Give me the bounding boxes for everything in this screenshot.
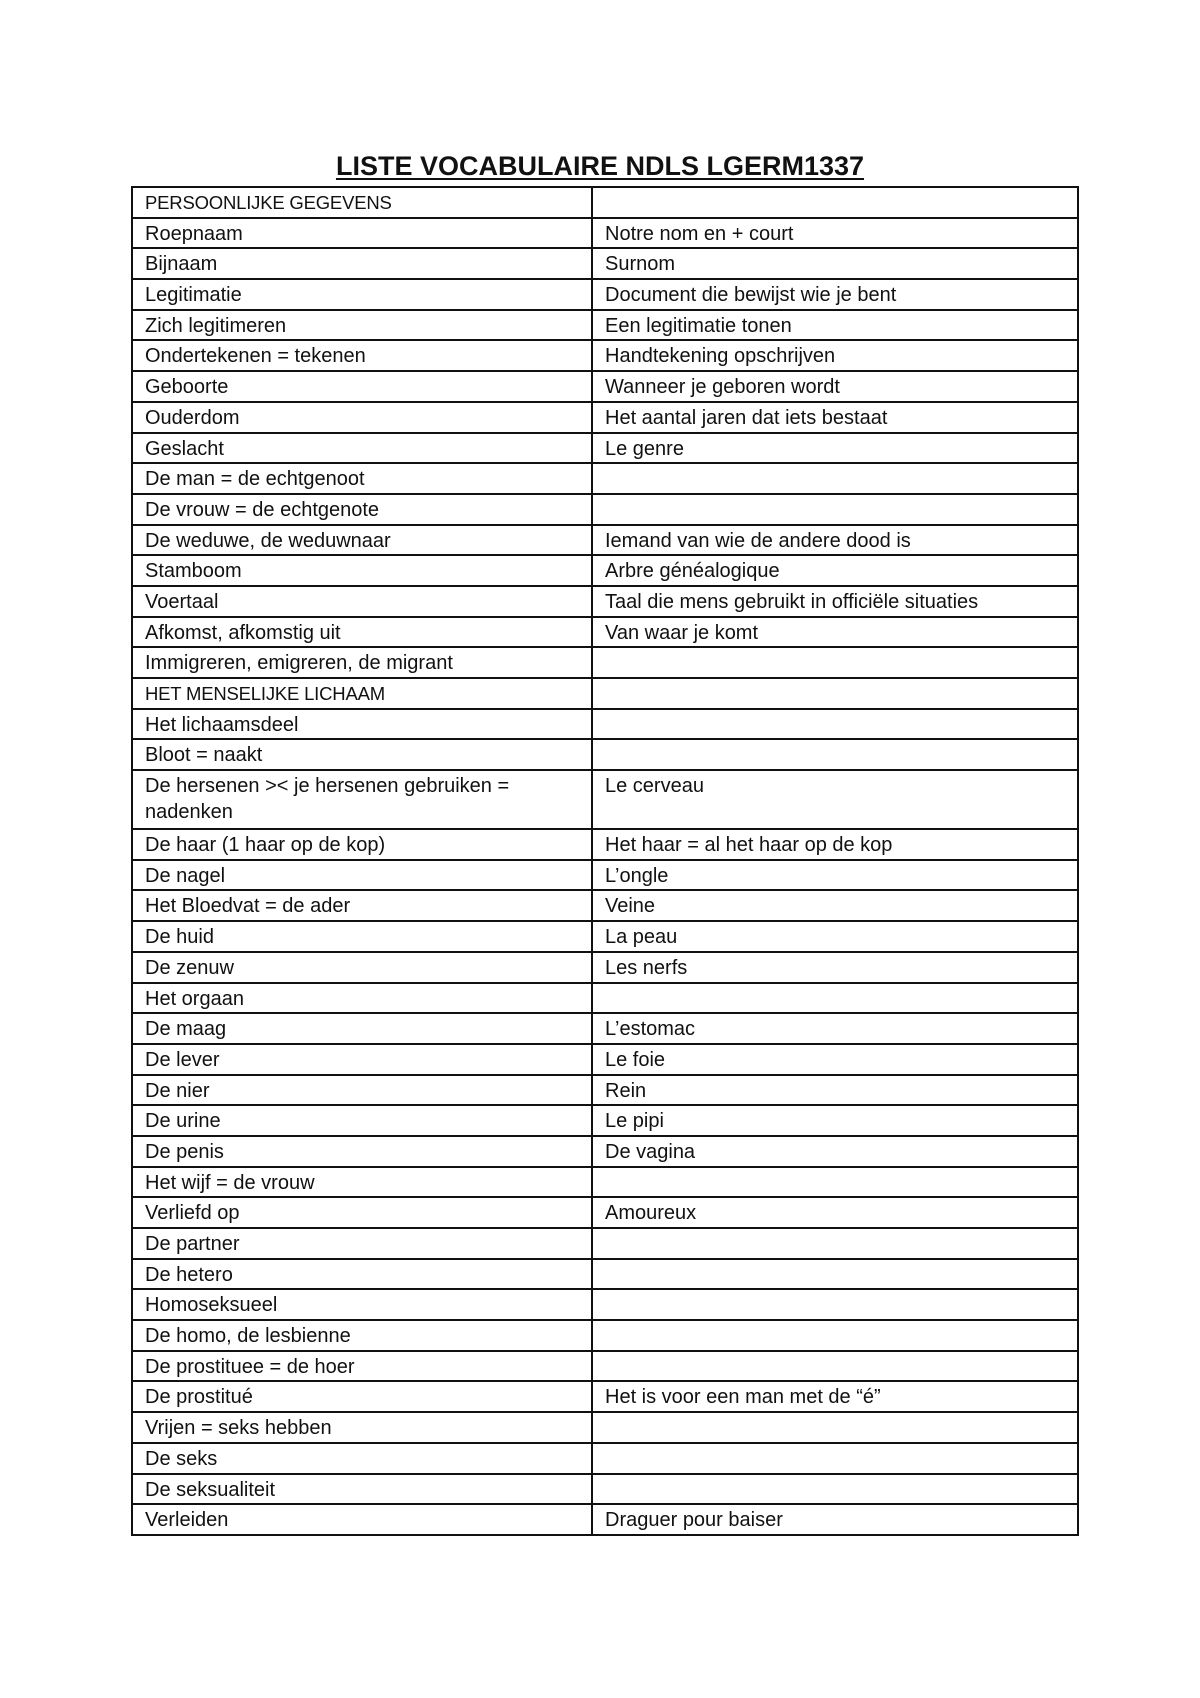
- table-row: [132, 586, 1078, 617]
- table-row: [132, 218, 1078, 249]
- term-cell: De maag: [132, 1013, 592, 1044]
- definition-cell: Amoureux: [592, 1197, 1078, 1228]
- table-row: [132, 1228, 1078, 1259]
- term-cell: Ouderdom: [132, 402, 592, 433]
- definition-cell: Le genre: [592, 433, 1078, 464]
- table-row: [132, 1044, 1078, 1075]
- term-cell: Zich legitimeren: [132, 310, 592, 341]
- table-row: [132, 340, 1078, 371]
- term-cell: Het wijf = de vrouw: [132, 1167, 592, 1198]
- definition-cell: [592, 1259, 1078, 1290]
- definition-cell: Les nerfs: [592, 952, 1078, 983]
- definition-cell: La peau: [592, 921, 1078, 952]
- table-row: [132, 494, 1078, 525]
- term-cell: De partner: [132, 1228, 592, 1259]
- table-row: [132, 1289, 1078, 1320]
- definition-cell: De vagina: [592, 1136, 1078, 1167]
- term-cell: Bloot = naakt: [132, 739, 592, 770]
- definition-cell: Notre nom en + court: [592, 218, 1078, 249]
- term-cell: Voertaal: [132, 586, 592, 617]
- definition-cell: Iemand van wie de andere dood is: [592, 525, 1078, 556]
- table-row: [132, 1167, 1078, 1198]
- table-row: [132, 860, 1078, 891]
- term-cell: Stamboom: [132, 555, 592, 586]
- table-row: [132, 829, 1078, 860]
- table-row: [132, 1197, 1078, 1228]
- table-row: [132, 402, 1078, 433]
- table-row: [132, 770, 1078, 829]
- table-row: [132, 555, 1078, 586]
- term-cell: Vrijen = seks hebben: [132, 1412, 592, 1443]
- definition-cell: [592, 983, 1078, 1014]
- definition-cell: [592, 463, 1078, 494]
- table-row: [132, 1013, 1078, 1044]
- page-title: LISTE VOCABULAIRE NDLS LGERM1337: [335, 151, 865, 181]
- table-row: [132, 371, 1078, 402]
- table-row: [132, 921, 1078, 952]
- term-cell: De penis: [132, 1136, 592, 1167]
- section-title: HET MENSELIJKE LICHAAM: [132, 678, 592, 709]
- definition-cell: Van waar je komt: [592, 617, 1078, 648]
- definition-cell: [592, 678, 1078, 709]
- definition-cell: Le foie: [592, 1044, 1078, 1075]
- definition-cell: Rein: [592, 1075, 1078, 1106]
- definition-cell: Een legitimatie tonen: [592, 310, 1078, 341]
- term-cell: De seks: [132, 1443, 592, 1474]
- table-row: [132, 433, 1078, 464]
- section-header-row: [132, 678, 1078, 709]
- term-cell: Het orgaan: [132, 983, 592, 1014]
- definition-cell: Handtekening opschrijven: [592, 340, 1078, 371]
- section-title: PERSOONLIJKE GEGEVENS: [132, 187, 592, 218]
- term-cell: Geslacht: [132, 433, 592, 464]
- vocabulary-table: [131, 186, 1079, 1536]
- table-row: [132, 1412, 1078, 1443]
- term-cell: De hetero: [132, 1259, 592, 1290]
- table-row: [132, 248, 1078, 279]
- term-cell: De urine: [132, 1105, 592, 1136]
- term-cell: Roepnaam: [132, 218, 592, 249]
- term-cell: Verleiden: [132, 1504, 592, 1535]
- definition-cell: Document die bewijst wie je bent: [592, 279, 1078, 310]
- definition-cell: L’ongle: [592, 860, 1078, 891]
- definition-cell: [592, 1228, 1078, 1259]
- table-row: [132, 617, 1078, 648]
- definition-cell: Veine: [592, 890, 1078, 921]
- table-row: [132, 463, 1078, 494]
- table-row: [132, 1136, 1078, 1167]
- definition-cell: [592, 709, 1078, 740]
- table-row: [132, 1381, 1078, 1412]
- table-row: [132, 1320, 1078, 1351]
- term-cell: De zenuw: [132, 952, 592, 983]
- table-row: [132, 525, 1078, 556]
- table-row: [132, 1474, 1078, 1505]
- definition-cell: Le cerveau: [592, 770, 1078, 829]
- definition-cell: Le pipi: [592, 1105, 1078, 1136]
- definition-cell: [592, 1320, 1078, 1351]
- vocabulary-table-body: [132, 187, 1078, 1535]
- definition-cell: [592, 1167, 1078, 1198]
- definition-cell: Het aantal jaren dat iets bestaat: [592, 402, 1078, 433]
- table-row: [132, 647, 1078, 678]
- table-row: [132, 1504, 1078, 1535]
- table-row: [132, 279, 1078, 310]
- definition-cell: Wanneer je geboren wordt: [592, 371, 1078, 402]
- definition-cell: [592, 1351, 1078, 1382]
- term-cell: De haar (1 haar op de kop): [132, 829, 592, 860]
- term-cell: Verliefd op: [132, 1197, 592, 1228]
- term-cell: De nagel: [132, 860, 592, 891]
- table-row: [132, 983, 1078, 1014]
- definition-cell: L’estomac: [592, 1013, 1078, 1044]
- definition-cell: [592, 494, 1078, 525]
- section-header-row: [132, 187, 1078, 218]
- table-row: [132, 1443, 1078, 1474]
- term-cell: Bijnaam: [132, 248, 592, 279]
- term-cell: De hersenen >< je hersenen gebruiken = nadenken: [132, 770, 592, 829]
- term-cell: Het lichaamsdeel: [132, 709, 592, 740]
- definition-cell: [592, 1443, 1078, 1474]
- term-cell: De prostituee = de hoer: [132, 1351, 592, 1382]
- term-cell: De weduwe, de weduwnaar: [132, 525, 592, 556]
- table-row: [132, 739, 1078, 770]
- term-cell: De prostitué: [132, 1381, 592, 1412]
- table-row: [132, 1075, 1078, 1106]
- term-cell: Homoseksueel: [132, 1289, 592, 1320]
- definition-cell: [592, 647, 1078, 678]
- definition-cell: [592, 1289, 1078, 1320]
- term-cell: De homo, de lesbienne: [132, 1320, 592, 1351]
- definition-cell: [592, 187, 1078, 218]
- table-row: [132, 709, 1078, 740]
- table-row: [132, 952, 1078, 983]
- term-cell: De nier: [132, 1075, 592, 1106]
- table-row: [132, 1105, 1078, 1136]
- definition-cell: Draguer pour baiser: [592, 1504, 1078, 1535]
- definition-cell: Het is voor een man met de “é”: [592, 1381, 1078, 1412]
- term-cell: Immigreren, emigreren, de migrant: [132, 647, 592, 678]
- term-cell: Geboorte: [132, 371, 592, 402]
- table-row: [132, 310, 1078, 341]
- term-cell: De vrouw = de echtgenote: [132, 494, 592, 525]
- term-cell: Legitimatie: [132, 279, 592, 310]
- definition-cell: [592, 739, 1078, 770]
- term-cell: De lever: [132, 1044, 592, 1075]
- definition-cell: Arbre généalogique: [592, 555, 1078, 586]
- table-row: [132, 890, 1078, 921]
- term-cell: Ondertekenen = tekenen: [132, 340, 592, 371]
- definition-cell: [592, 1412, 1078, 1443]
- term-cell: Het Bloedvat = de ader: [132, 890, 592, 921]
- definition-cell: Surnom: [592, 248, 1078, 279]
- term-cell: De man = de echtgenoot: [132, 463, 592, 494]
- term-cell: Afkomst, afkomstig uit: [132, 617, 592, 648]
- definition-cell: Taal die mens gebruikt in officiële situaties: [592, 586, 1078, 617]
- definition-cell: Het haar = al het haar op de kop: [592, 829, 1078, 860]
- table-row: [132, 1259, 1078, 1290]
- definition-cell: [592, 1474, 1078, 1505]
- table-row: [132, 1351, 1078, 1382]
- term-cell: De seksualiteit: [132, 1474, 592, 1505]
- term-cell: De huid: [132, 921, 592, 952]
